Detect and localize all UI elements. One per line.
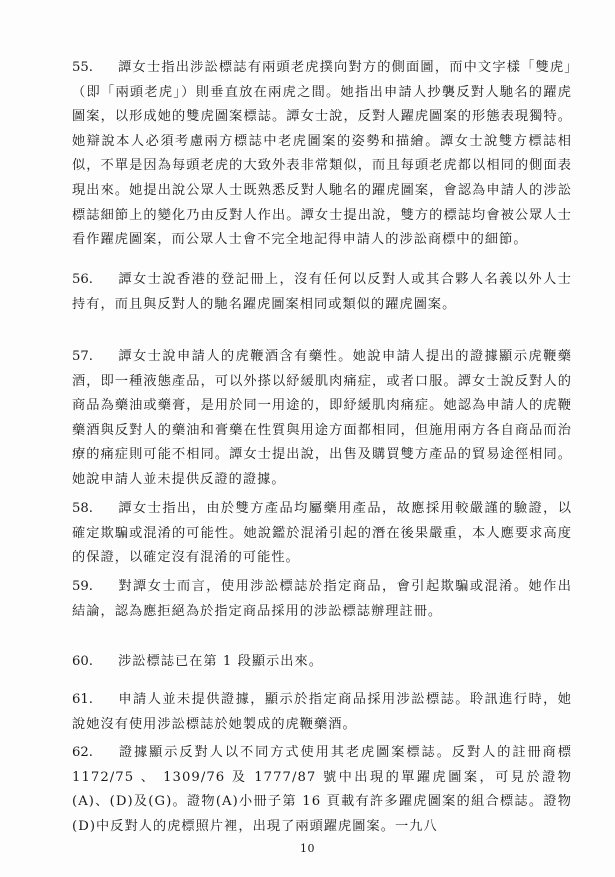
paragraph-number: 59.	[72, 579, 93, 594]
paragraph-59	[72, 575, 572, 624]
paragraph-number: 57.	[72, 349, 93, 364]
paragraph-55	[72, 56, 572, 253]
paragraph-60	[72, 650, 572, 675]
paragraph-number: 61.	[72, 692, 93, 707]
paragraph-62	[72, 741, 572, 839]
paragraph-text: 申請人並未提供證據，顯示於指定商品採用涉訟標誌。聆訊進行時，她說她沒有使用涉訟標誌於她製成的虎鞭藥酒。	[72, 692, 572, 732]
paragraph-number: 62.	[72, 745, 93, 760]
paragraph-number: 58.	[72, 501, 93, 516]
paragraph-text: 譚女士說申請人的虎鞭酒含有藥性。她說申請人提出的證據顯示虎鞭藥酒，即一種液態產品，可以外搽以紓緩肌肉痛症，或者口服。譚女士說反對人的商品為藥油或藥膏，是用於同一用途的，即紓緩肌肉痛症。她認為申請人的虎鞭藥酒與反對人的藥油和膏藥在性質與用途方面都相同，但施用兩方各自商品而治療的痛症則可能不相同。譚女士提出說，出售及購買雙方產品的貿易途徑相同。她說申請人並未提供反證的證據。	[72, 349, 572, 487]
paragraph-61	[72, 688, 572, 737]
paragraph-text: 譚女士指出涉訟標誌有兩頭老虎撲向對方的側面圖，而中文字樣「雙虎」（即「兩頭老虎」）則垂直放在兩虎之間。她指出申請人抄襲反對人馳名的躍虎圖案，以形成她的雙虎圖案標誌。譚女士說，反對人躍虎圖案的形態表現獨特。她辯說本人必須考慮兩方標誌中老虎圖案的姿勢和描繪。譚女士說雙方標誌相似，不單是因為每頭老虎的大致外表非常類似，而且每頭老虎都以相同的側面表現出來。她提出說公眾人士既熟悉反對人馳名的躍虎圖案，會認為申請人的涉訟標誌細節上的變化乃由反對人作出。譚女士提出說，雙方的標誌均會被公眾人士看作躍虎圖案，而公眾人士會不完全地記得申請人的涉訟商標中的細節。	[72, 60, 572, 248]
paragraph-number: 55.	[72, 60, 93, 75]
paragraph-number: 60.	[72, 654, 93, 669]
paragraph-text: 對譚女士而言，使用涉訟標誌於指定商品，會引起欺騙或混淆。她作出結論，認為應拒絕為於指定商品採用的涉訟標誌辦理註冊。	[72, 579, 572, 619]
paragraph-58	[72, 497, 572, 571]
paragraph-number: 56.	[72, 272, 93, 287]
paragraph-text: 涉訟標誌已在第 1 段顯示出來。	[118, 654, 324, 669]
paragraph-text: 譚女士說香港的登記冊上，沒有任何以反對人或其合夥人名義以外人士持有，而且與反對人的馳名躍虎圖案相同或類似的躍虎圖案。	[72, 272, 572, 312]
paragraph-57	[72, 345, 572, 493]
paragraph-text: 譚女士指出，由於雙方產品均屬藥用產品，故應採用較嚴謹的驗證，以確定欺騙或混淆的可能性。她說鑑於混淆引起的潛在後果嚴重，本人應要求高度的保證，以確定沒有混淆的可能性。	[72, 501, 572, 566]
paragraph-56	[72, 268, 572, 317]
paragraph-text: 證據顯示反對人以不同方式使用其老虎圖案標誌。反對人的註冊商標 1172/75 、 1309/76 及 1777/87 號中出現的單躍虎圖案，可見於證物(A)、(D)及(G)。證物(A)小冊子第 16 頁載有許多躍虎圖案的組合標誌。證物(D)中反對人的虎標照片裡，出現了兩頭躍虎圖案。一九八	[72, 745, 572, 834]
page-number: 10	[300, 842, 315, 855]
